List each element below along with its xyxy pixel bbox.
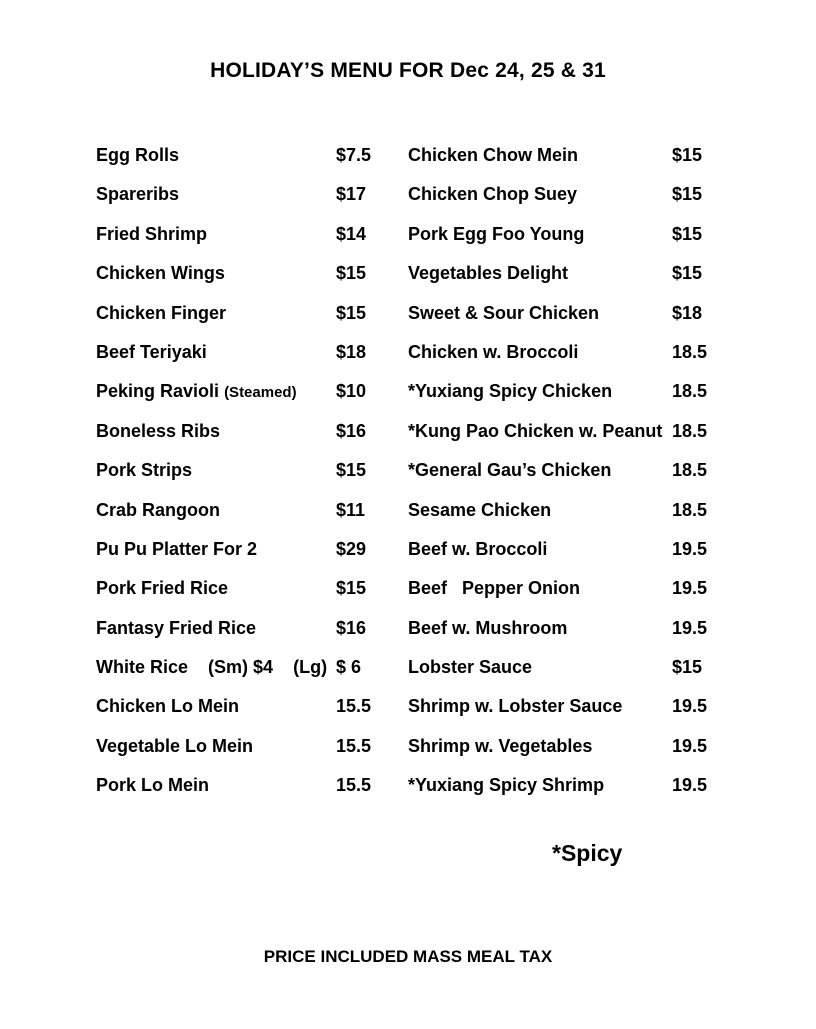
menu-item <box>96 182 396 221</box>
menu-item <box>408 222 728 261</box>
menu-item <box>408 694 728 733</box>
item-price: $18 <box>672 302 703 323</box>
menu-item <box>408 419 728 458</box>
menu-item <box>96 773 396 812</box>
tax-note: PRICE INCLUDED MASS MEAL TAX <box>263 947 553 966</box>
menu-item <box>408 143 728 182</box>
menu-item <box>96 379 396 418</box>
item-price: $15 <box>336 302 367 323</box>
menu-item <box>96 340 396 379</box>
menu-column-right <box>408 143 728 813</box>
item-name: Sesame Chicken <box>408 499 552 520</box>
item-name: Lobster Sauce <box>408 657 533 678</box>
item-price: $15 <box>672 145 703 165</box>
item-name: Boneless Ribs <box>96 420 221 441</box>
menu-item <box>408 773 728 812</box>
item-name: Chicken Finger <box>96 302 227 323</box>
menu-item <box>408 182 728 221</box>
menu-item <box>96 458 396 497</box>
item-price: 19.5 <box>672 735 708 756</box>
menu-item <box>96 143 396 182</box>
item-price: 18.5 <box>672 420 708 441</box>
item-price: 19.5 <box>672 538 708 559</box>
item-name: Chicken Wings <box>96 263 225 284</box>
item-price: 19.5 <box>672 775 708 796</box>
item-name: *Yuxiang Spicy Shrimp <box>408 775 605 796</box>
item-small-price: (Sm) $4 <box>208 657 274 678</box>
item-name: *Kung Pao Chicken w. Peanut <box>408 420 663 441</box>
menu-item <box>96 537 396 576</box>
item-price: $15 <box>672 184 703 205</box>
item-name: Beef Pepper Onion <box>408 578 581 599</box>
menu-item-white-rice <box>96 655 396 694</box>
item-name: Vegetables Delight <box>408 263 569 284</box>
item-price: $15 <box>336 460 367 481</box>
menu-item <box>408 537 728 576</box>
menu-item <box>96 576 396 615</box>
item-price: $11 <box>336 499 366 520</box>
item-name: Fantasy Fried Rice <box>96 617 257 638</box>
menu-item <box>96 734 396 773</box>
item-price: 18.5 <box>672 341 708 362</box>
item-price: $16 <box>336 617 367 638</box>
item-name: Shrimp w. Vegetables <box>408 735 593 756</box>
item-price: $17 <box>336 184 367 205</box>
menu-item <box>408 379 728 418</box>
menu-item <box>408 301 728 340</box>
item-price: $15 <box>336 263 367 284</box>
menu-item <box>408 498 728 537</box>
menu-item <box>96 419 396 458</box>
item-price: $7.5 <box>336 145 372 165</box>
menu-item <box>408 655 728 694</box>
item-price: $15 <box>672 263 703 284</box>
item-name: Beef w. Mushroom <box>408 617 568 638</box>
spicy-legend: *Spicy <box>552 840 623 866</box>
menu-item <box>408 576 728 615</box>
item-price: 15.5 <box>336 696 372 717</box>
menu-item <box>96 616 396 655</box>
item-name: Shrimp w. Lobster Sauce <box>408 696 623 717</box>
item-name: Pork Strips <box>96 460 193 481</box>
item-name: Beef w. Broccoli <box>408 538 548 559</box>
item-name-text: Peking Ravioli <box>96 381 220 402</box>
item-name <box>96 379 297 405</box>
item-price: $ 6 <box>336 657 362 678</box>
item-name: Chicken Lo Mein <box>96 696 240 717</box>
item-price: $10 <box>336 381 367 402</box>
item-large-label: (Lg) <box>293 657 328 678</box>
menu-item <box>96 694 396 733</box>
item-name: Vegetable Lo Mein <box>96 735 254 756</box>
item-price: 18.5 <box>672 381 708 402</box>
item-price: $18 <box>336 341 367 362</box>
menu-item <box>96 498 396 537</box>
item-price: $15 <box>672 657 703 678</box>
item-name: Pu Pu Platter For 2 <box>96 538 258 559</box>
item-name: Pork Egg Foo Young <box>408 223 585 244</box>
item-price: 15.5 <box>336 775 372 796</box>
menu-column-left <box>96 143 396 813</box>
item-price: $15 <box>336 578 367 599</box>
item-name-text: White Rice <box>96 657 189 678</box>
item-name: *Yuxiang Spicy Chicken <box>408 381 613 402</box>
menu-item <box>96 301 396 340</box>
menu-item <box>408 458 728 497</box>
menu-item <box>96 261 396 300</box>
item-price: 18.5 <box>672 460 708 481</box>
menu-item <box>96 222 396 261</box>
item-name: Sweet & Sour Chicken <box>408 302 600 323</box>
item-name: Pork Fried Rice <box>96 578 229 599</box>
menu-item <box>408 340 728 379</box>
item-name: Pork Lo Mein <box>96 775 210 796</box>
item-price: 18.5 <box>672 499 708 520</box>
item-name: Chicken Chop Suey <box>408 184 578 205</box>
item-price: $29 <box>336 538 367 559</box>
item-name <box>96 655 327 679</box>
item-price: 19.5 <box>672 578 708 599</box>
item-name: Spareribs <box>96 184 180 205</box>
item-price: 19.5 <box>672 696 708 717</box>
item-name: Beef Teriyaki <box>96 341 207 362</box>
menu-item <box>408 261 728 300</box>
item-name: Fried Shrimp <box>96 223 208 244</box>
item-name: *General Gau’s Chicken <box>408 460 612 481</box>
menu-item <box>408 616 728 655</box>
item-price: 15.5 <box>336 735 372 756</box>
item-name: Chicken w. Broccoli <box>408 341 579 362</box>
item-price: $16 <box>336 420 367 441</box>
item-price: 19.5 <box>672 617 708 638</box>
item-note: (Steamed) <box>224 384 297 402</box>
item-name: Egg Rolls <box>96 145 180 165</box>
menu-item <box>408 734 728 773</box>
item-name: Chicken Chow Mein <box>408 145 579 165</box>
item-price: $15 <box>672 223 703 244</box>
item-name: Crab Rangoon <box>96 499 220 520</box>
menu-title: HOLIDAY’S MENU FOR Dec 24, 25 & 31 <box>210 59 606 82</box>
item-price: $14 <box>336 223 367 244</box>
